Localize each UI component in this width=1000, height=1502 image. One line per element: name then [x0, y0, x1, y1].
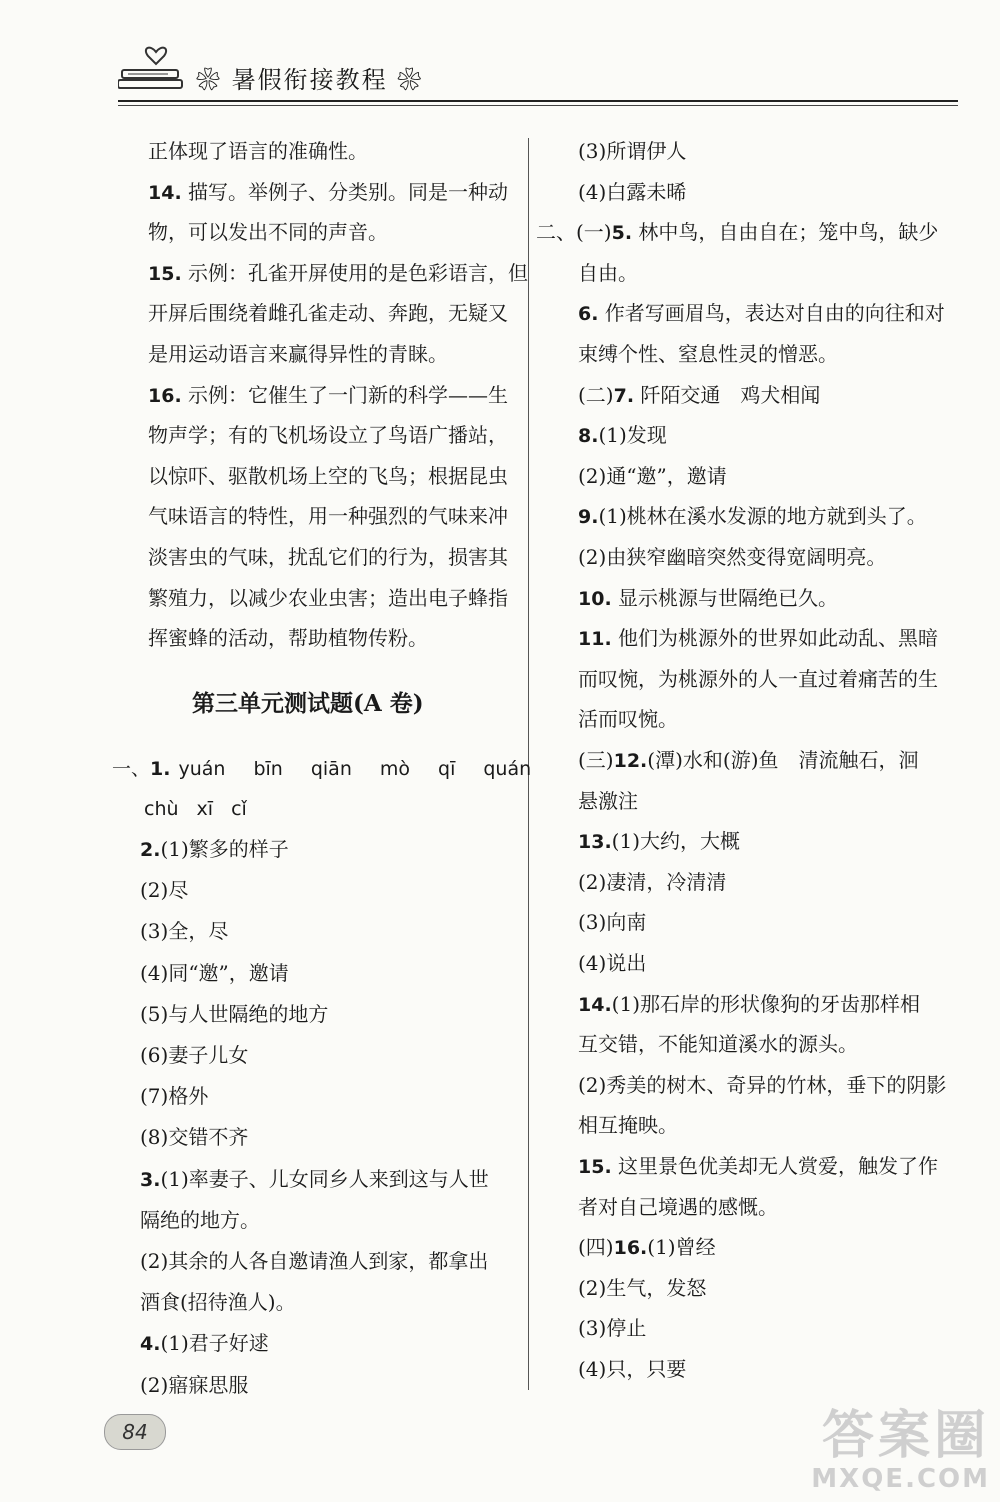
answer-text: 气味语言的特性，用一种强烈的气味来冲 [148, 504, 508, 529]
section-title: 第三单元测试题(A 卷) [192, 690, 424, 717]
header-rule-thin [118, 105, 958, 106]
answer-text: (2)寤寐思服 [140, 1372, 249, 1397]
answer-line [578, 1029, 858, 1059]
answer-text: 示例：孔雀开屏使用的是色彩语言，但 [181, 260, 529, 285]
question-number: 2. [140, 839, 161, 861]
section-marker: (四) [578, 1235, 614, 1260]
answer-line [578, 1232, 716, 1263]
answer-text: 以惊吓、驱散机场上空的飞鸟；根据昆虫 [148, 463, 508, 488]
section-marker: 二、(一) [536, 220, 612, 245]
answer-text: 而叹惋，为桃源外的人一直过着痛苦的生 [578, 666, 938, 691]
pinyin-syllable: chù [144, 798, 179, 820]
answer-text: (2)秀美的树木、奇异的竹林，垂下的阴影 [578, 1072, 947, 1097]
answer-line [578, 339, 838, 369]
pinyin-syllable: qī [438, 758, 456, 780]
question-number: 4. [140, 1333, 161, 1356]
answer-line [140, 999, 328, 1029]
answer-text: (2)通“邀”，邀请 [578, 463, 727, 488]
answer-text: 开屏后围绕着雌孔雀走动、奔跑，无疑又 [148, 301, 508, 326]
answer-line [148, 177, 508, 208]
answer-line [148, 136, 368, 166]
question-number: 10. [578, 587, 612, 610]
section-marker: (三) [578, 748, 614, 772]
answer-line [578, 1070, 946, 1100]
pinyin-syllable: mò [379, 758, 411, 780]
pinyin-row [112, 754, 559, 784]
answer-text: (1)那石岸的形状像狗的牙齿那样相 [611, 991, 921, 1016]
answer-line [148, 298, 508, 328]
pinyin-syllable: cǐ [231, 798, 247, 820]
question-number: 13. [578, 831, 612, 854]
answer-text: (6)妻子儿女 [140, 1043, 249, 1067]
question-number: 8. [578, 425, 599, 448]
question-number: 11. [578, 628, 612, 651]
answer-line [578, 501, 927, 532]
answer-line [536, 217, 938, 248]
answer-text: (2)其余的人各自邀请渔人到家，都拿出 [140, 1249, 489, 1273]
answer-line [140, 1122, 248, 1152]
answer-line [578, 136, 686, 166]
answer-line [140, 958, 289, 988]
answer-line [578, 786, 638, 816]
answer-line [140, 1164, 489, 1195]
answer-line [140, 1328, 269, 1359]
answer-text: (3)所谓伊人 [578, 139, 687, 163]
question-number: 9. [578, 506, 599, 529]
answer-text: 活而叹惋。 [578, 707, 678, 732]
question-number: 12. [613, 750, 648, 772]
answer-text: (4)只，只要 [578, 1357, 687, 1381]
page-header [0, 0, 1000, 110]
answer-text: 挥蜜蜂的活动，帮助植物传粉。 [148, 626, 428, 651]
question-number: 6. [578, 303, 599, 326]
answer-line [578, 583, 838, 614]
answer-line [578, 258, 638, 288]
answer-text: 作者写画眉鸟，表达对自由的向往和对 [598, 301, 945, 326]
answer-text: 物，可以发出不同的声音。 [148, 220, 388, 245]
answer-line [140, 834, 289, 865]
section-marker: (二) [578, 382, 614, 407]
book-heart-icon [118, 38, 188, 94]
watermark-text: 答案圈 [821, 1406, 990, 1466]
answer-line [140, 1246, 488, 1276]
answer-line [140, 1370, 248, 1400]
answer-text: (4)同“邀”，邀请 [140, 960, 289, 985]
answer-line [148, 217, 388, 247]
answer-line [140, 1287, 296, 1317]
answer-text: (3)向南 [578, 910, 647, 935]
answer-text: (5)与人世隔绝的地方 [140, 1001, 329, 1026]
answer-text: 阡陌交通 鸡犬相闻 [634, 382, 821, 407]
question-number: 16. [148, 384, 182, 407]
header-rule [118, 100, 958, 102]
pinyin-syllable: yuán [178, 758, 226, 780]
question-number: 7. [613, 384, 635, 407]
answer-text: (1)发现 [598, 423, 667, 448]
answer-line [578, 1354, 686, 1384]
answer-text: 互交错，不能知道溪水的源头。 [578, 1032, 858, 1057]
answer-text: 自由。 [578, 260, 638, 285]
answer-text: 酒食(招待渔人)。 [140, 1290, 296, 1315]
answer-text: (8)交错不齐 [140, 1125, 249, 1150]
answer-line [578, 907, 646, 937]
answer-line [578, 745, 919, 776]
answer-line [578, 1273, 706, 1303]
answer-line [148, 420, 508, 450]
answer-text: 相互掩映。 [578, 1113, 678, 1138]
question-number: 14. [148, 181, 182, 204]
answer-line [578, 1313, 646, 1343]
pinyin-row [144, 794, 265, 824]
watermark-logo [811, 1408, 990, 1494]
answer-line [578, 542, 886, 572]
answer-text: 这里景色优美却无人赏爱，触发了作 [611, 1154, 939, 1178]
page-number: 84 [104, 1414, 166, 1450]
answer-text: (4)说出 [578, 951, 647, 975]
answer-line [148, 258, 528, 289]
answer-text: (2)尽 [140, 878, 189, 903]
answer-line [148, 501, 508, 531]
answer-line [140, 1040, 248, 1070]
question-number: 16. [613, 1237, 648, 1260]
answer-line [578, 420, 667, 451]
answer-line [578, 826, 740, 857]
answer-line [578, 704, 678, 734]
answer-line [578, 461, 727, 491]
answer-line [578, 623, 938, 654]
answer-text: 描写。举例子、分类别。同是一种动 [181, 179, 509, 204]
answer-line [578, 1192, 778, 1222]
answer-text: (1)君子好逑 [160, 1331, 269, 1356]
answer-text: (3)全，尽 [140, 919, 229, 944]
answer-text: 是用运动语言来赢得异性的青睐。 [148, 342, 448, 366]
answer-text: (2)凄清，冷清清 [578, 869, 727, 894]
header-title: ❀ 暑假衔接教程 ❀ [196, 66, 424, 94]
answer-line [578, 664, 938, 694]
answer-text: (1)大约，大概 [611, 829, 741, 854]
answer-line [578, 989, 920, 1020]
answer-text: 淡害虫的气味，扰乱它们的行为，损害其 [148, 545, 508, 569]
answer-text: 示例：它催生了一门新的科学——生 [181, 382, 509, 407]
answer-line [140, 916, 228, 946]
pinyin-syllable: qiān [310, 758, 352, 780]
answer-text: 繁殖力，以减少农业虫害；造出电子蜂指 [148, 585, 508, 610]
answer-line [578, 1110, 678, 1140]
question-number: 5. [611, 222, 633, 245]
answer-line [148, 339, 448, 369]
answer-text: (3)停止 [578, 1316, 647, 1341]
answer-text: (潭)水和(游)鱼 清流触石，洄 [647, 748, 919, 772]
answer-line [140, 1081, 208, 1111]
question-number: 1. [150, 758, 171, 780]
pinyin-syllable: quán [483, 758, 532, 780]
answer-text: 者对自己境遇的感慨。 [578, 1194, 778, 1219]
question-number: 15. [578, 1156, 612, 1178]
question-number: 15. [148, 262, 182, 285]
pinyin-syllable: bīn [253, 758, 283, 780]
answer-text: 束缚个性、窒息性灵的憎恶。 [578, 342, 838, 366]
answer-line [148, 623, 428, 653]
answer-text: (1)繁多的样子 [160, 837, 289, 861]
answer-line [578, 867, 726, 897]
answer-line [578, 298, 945, 329]
answer-text: 显示桃源与世隔绝已久。 [611, 585, 839, 610]
answer-text: 他们为桃源外的世界如此动乱、黑暗 [611, 626, 939, 651]
answer-text: 林中鸟，自由自在；笼中鸟，缺少 [632, 220, 939, 245]
answer-text: 物声学；有的飞机场设立了鸟语广播站， [148, 423, 508, 448]
answer-text: (4)白露未晞 [578, 179, 687, 204]
answer-line [148, 380, 508, 411]
answer-line [148, 583, 508, 613]
answer-line [578, 948, 646, 978]
watermark-url: MXQE.COM [811, 1464, 990, 1494]
answer-text: (7)格外 [140, 1084, 209, 1109]
question-number: 14. [578, 993, 612, 1016]
answer-line [140, 1205, 260, 1235]
answer-line [140, 875, 188, 905]
answer-line [148, 461, 508, 491]
answer-line [148, 542, 508, 572]
answer-text: (1)曾经 [647, 1235, 716, 1260]
answer-line [578, 380, 820, 411]
answer-line [578, 1151, 938, 1182]
answer-text: 悬激注 [578, 788, 638, 813]
section-marker: 一、 [112, 758, 151, 780]
answer-line [578, 177, 686, 207]
answer-text: 隔绝的地方。 [140, 1207, 260, 1232]
answer-text: 正体现了语言的准确性。 [148, 139, 368, 163]
answer-text: (1)率妻子、儿女同乡人来到这与人世 [160, 1166, 489, 1191]
question-number: 3. [140, 1168, 161, 1191]
answer-text: (1)桃林在溪水发源的地方就到头了。 [598, 504, 927, 529]
pinyin-syllable: xī [196, 798, 214, 820]
answer-text: (2)生气，发怒 [578, 1275, 707, 1300]
answer-text: (2)由狭窄幽暗突然变得宽阔明亮。 [578, 545, 887, 569]
